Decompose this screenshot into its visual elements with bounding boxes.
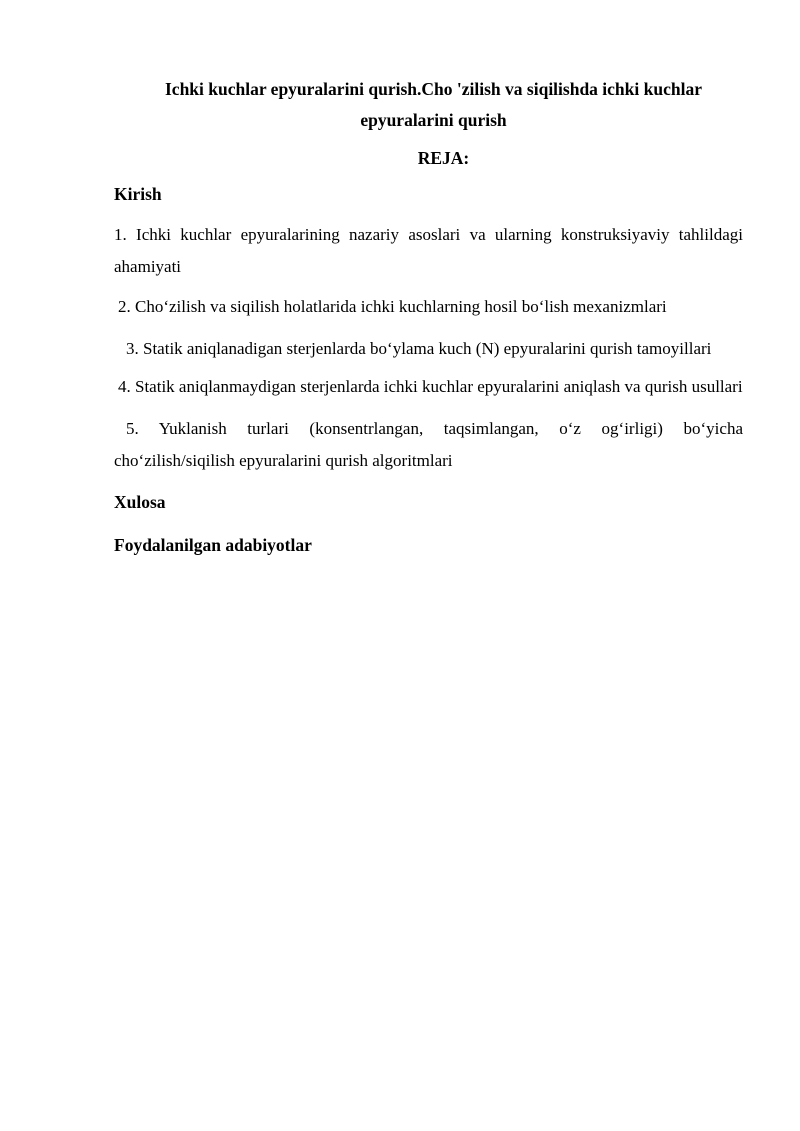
plan-item-3: 3. Statik aniqlanadigan sterjenlarda bo‘ylama kuch (N) epyuralarini qurish tamoyillari [126,339,712,358]
plan-item-1: 1. Ichki kuchlar epyuralarining nazariy asoslari va ularning konstruksiyaviy tahlildagi ahamiyati [114,225,743,276]
plan-heading: REJA: [417,148,470,168]
references-heading: Foydalanilgan adabiyotlar [114,535,312,555]
plan-item-4: 4. Statik aniqlanmaydigan sterjenlarda ichki kuchlar epyuralarini aniqlash va qurish usullari [118,377,743,396]
plan-item-5: 5. Yuklanish turlari (konsentrlangan, taqsimlangan, o‘z og‘irligi) bo‘yicha cho‘zilish/siqilish epyuralarini qurish algoritmlari [114,419,743,470]
conclusion-heading: Xulosa [114,492,166,512]
plan-item-2: 2. Cho‘zilish va siqilish holatlarida ichki kuchlarning hosil bo‘lish mexanizmlari [118,297,667,316]
intro-heading: Kirish [114,184,162,204]
document-title: Ichki kuchlar epyuralarini qurish.Cho 'zilish va siqilishda ichki kuchlar epyuralarini qurish [165,79,702,130]
